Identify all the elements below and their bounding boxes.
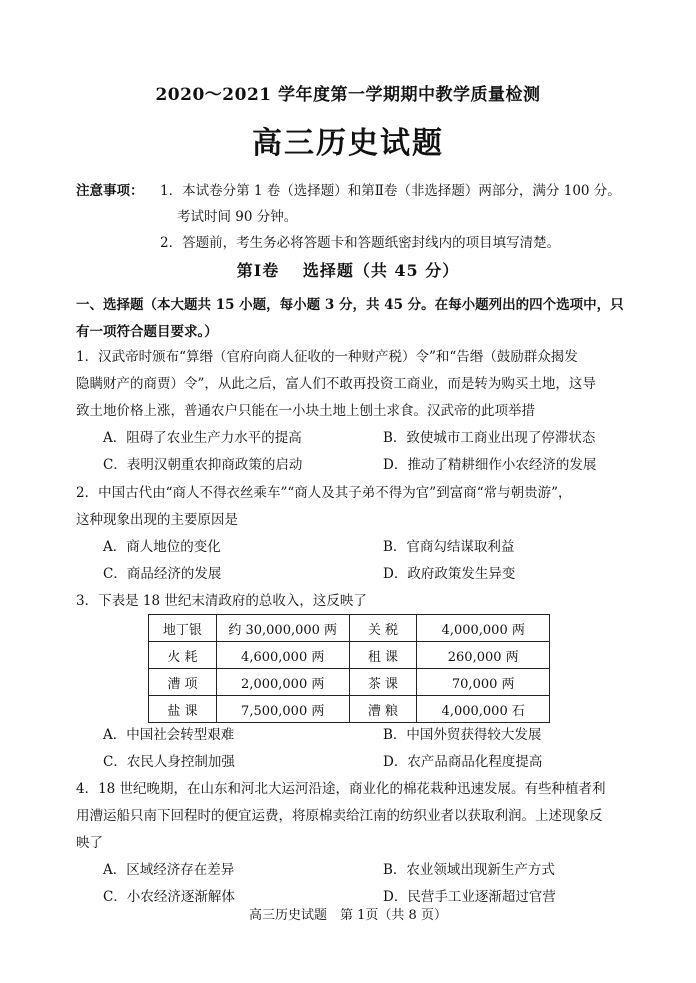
q3-option-c: C．农民人身控制加强 [103,754,235,770]
table-row [149,642,550,669]
exam-subtitle: 2020～2021 学年度第一学期期中教学质量检测 [155,85,541,105]
table-cell: 茶 课 [349,669,417,696]
table-cell: 地丁银 [149,615,217,642]
q4-option-c: C．小农经济逐渐解体 [103,889,235,905]
table-cell: 约 30,000,000 两 [216,615,349,642]
table-cell: 关 税 [349,615,417,642]
q4-option-b: B．农业领域出现新生产方式 [383,862,555,878]
section-title: 第Ⅰ卷 选择题（共 45 分） [236,261,460,280]
table-cell: 4,600,000 两 [216,642,349,669]
q2-option-c: C．商品经济的发展 [103,566,222,582]
q1-option-b: B．致使城市工商业出现了停滞状态 [383,430,596,446]
question-line: 映了 [76,835,103,851]
question-line: 隐瞒财产的商贾）令”，从此之后，富人们不敢再投资工商业，而是转为购买土地，这导 [76,376,596,392]
question-3 [76,588,630,615]
table-row [149,615,550,642]
table-cell: 70,000 两 [417,669,550,696]
table-row [149,669,550,696]
table-cell: 漕 项 [149,669,217,696]
notice-item-2: 2．答题前，考生务必将答题卡和答题纸密封线内的项目填写清楚。 [160,235,561,251]
q2-option-a: A．商人地位的变化 [103,539,221,555]
instruction-line: 一、选择题（本大题共 15 小题，每小题 3 分，共 45 分。在每小题列出的四个选项中，只 [76,297,624,313]
table-cell: 260,000 两 [417,642,550,669]
q1-option-c: C．表明汉朝重农抑商政策的启动 [103,457,303,473]
q3-option-d: D．农产品商品化程度提高 [383,754,543,770]
table-cell: 火 耗 [149,642,217,669]
table-cell: 7,500,000 两 [216,696,349,723]
instruction-line: 有一项符合题目要求。） [76,324,218,340]
question-line: 4．18 世纪晚期，在山东和河北大运河沿途，商业化的棉花栽种迅速发展。有些种植者利 [76,781,606,797]
question-line: 用漕运船只南下回程时的便宜运费，将原棉卖给江南的纺织业者以获取利润。上述现象反 [76,808,603,824]
page-footer: 高三历史试题 第 1页（共 8 页） [249,908,447,923]
question-line: 这种现象出现的主要原因是 [76,512,238,528]
q3-option-b: B．中国外贸获得较大发展 [383,727,542,743]
q2-option-b: B．官商勾结谋取利益 [383,539,515,555]
table-row [149,696,550,723]
question-line: 3．下表是 18 世纪末清政府的总收入，这反映了 [76,593,367,609]
section-instruction [76,292,626,346]
q4-option-a: A．区域经济存在差异 [103,862,235,878]
table-cell: 租 课 [349,642,417,669]
question-4 [76,776,630,857]
q1-option-a: A．阻碍了农业生产力水平的提高 [103,430,302,446]
notice-item-1: 1．本试卷分第 1 卷（选择题）和第Ⅱ卷（非选择题）两部分，满分 100 分。 [160,183,621,199]
question-1 [76,344,630,425]
question-line: 致土地价格上涨，普通农户只能在一小块土地上刨土求食。汉武帝的此项举措 [76,403,535,419]
notice-item-1-cont: 考试时间 90 分钟。 [177,209,298,225]
table-cell: 4,000,000 两 [417,615,550,642]
q2-option-d: D．政府政策发生异变 [383,566,516,582]
exam-title: 高三历史试题 [252,126,444,161]
question-2 [76,480,630,534]
question-line: 2．中国古代由“商人不得衣丝乘车”“商人及其子弟不得为官”到富商“常与朝贵游”， [76,485,572,501]
q1-option-d: D．推动了精耕细作小农经济的发展 [383,457,597,473]
table-cell: 漕 粮 [349,696,417,723]
table-cell: 4,000,000 石 [417,696,550,723]
table-cell: 盐 课 [149,696,217,723]
table-cell: 2,000,000 两 [216,669,349,696]
notice-label: 注意事项： [76,183,144,199]
revenue-table [148,614,550,723]
q4-option-d: D．民营手工业逐渐超过官营 [383,889,556,905]
question-line: 1．汉武帝时颁布“算缗（官府向商人征收的一种财产税）令”和“告缗（鼓励群众揭发 [76,349,578,365]
q3-option-a: A．中国社会转型艰难 [103,727,235,743]
